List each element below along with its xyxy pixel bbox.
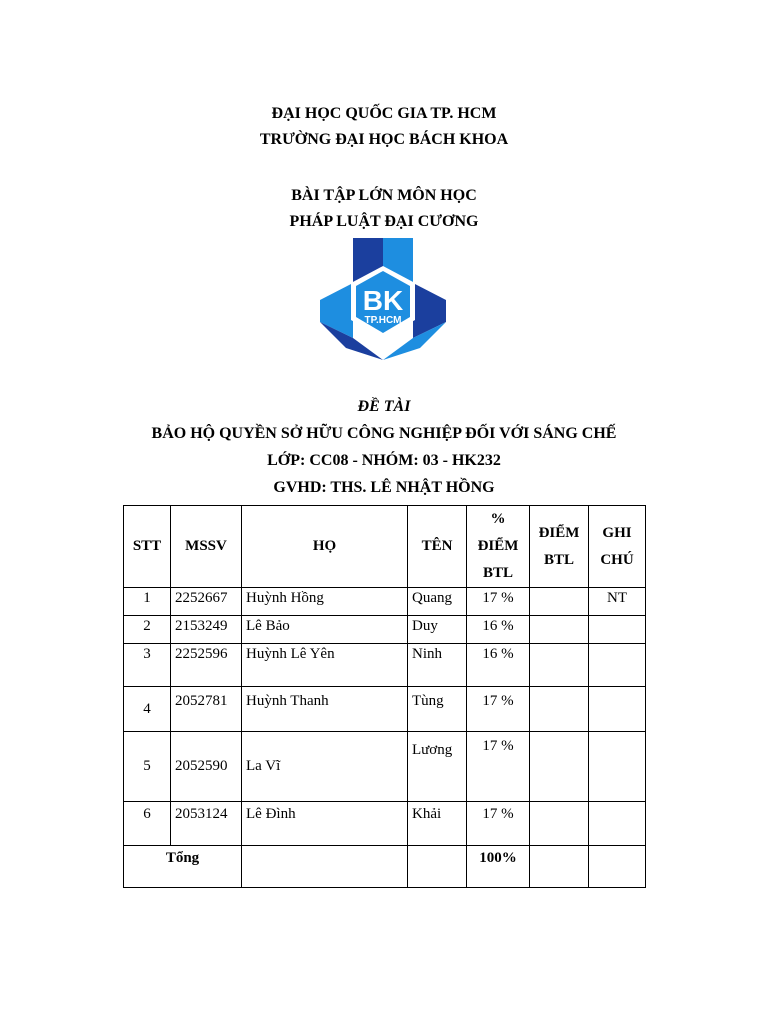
header-stt: STT: [124, 506, 171, 588]
row-mssv: 2252667: [171, 588, 242, 616]
header-diem-line2: BTL: [543, 551, 574, 568]
header-pct-line3: BTL: [482, 565, 513, 581]
member-table: [123, 505, 646, 888]
row-note: [589, 616, 646, 644]
row-stt: 1: [124, 588, 171, 616]
row-pct: 17 %: [467, 588, 530, 616]
row-stt: 5: [124, 732, 171, 802]
header-ghichu-line2: CHÚ: [600, 551, 634, 568]
table-row: [124, 644, 646, 687]
header-mssv: MSSV: [171, 506, 242, 588]
header-pct: [467, 506, 530, 588]
header-ghichu-line1: GHI: [602, 524, 632, 541]
row-stt: 4: [124, 687, 171, 732]
header-diem-line1: ĐIỂM: [538, 524, 580, 541]
row-note: NT: [589, 588, 646, 616]
row-diem: [530, 588, 589, 616]
logo-text-bk: BK: [362, 285, 404, 316]
total-empty-ho: [242, 846, 408, 888]
assignment-title: BÀI TẬP LỚN MÔN HỌC: [291, 187, 477, 204]
row-stt: 3: [124, 644, 171, 687]
topic-label: ĐỀ TÀI: [357, 398, 411, 415]
topic-title: BẢO HỘ QUYỀN SỞ HỮU CÔNG NGHIỆP ĐỐI VỚI SÁNG CHẾ: [151, 425, 617, 442]
total-empty-ten: [408, 846, 467, 888]
row-pct: 16 %: [467, 644, 530, 687]
total-pct: 100%: [467, 846, 530, 888]
table-row: [124, 687, 646, 732]
table-header-row: [124, 506, 646, 588]
row-diem: [530, 644, 589, 687]
row-ho: Huỳnh Lê Yên: [242, 644, 408, 687]
row-stt: 2: [124, 616, 171, 644]
row-ten: Lương: [408, 732, 467, 802]
row-ten: Duy: [408, 616, 467, 644]
total-label: Tổng: [124, 846, 242, 888]
header-ghichu: [589, 506, 646, 588]
table-row: [124, 616, 646, 644]
class-info: LỚP: CC08 - NHÓM: 03 - HK232: [267, 452, 501, 469]
table-row: [124, 732, 646, 802]
header-pct-line1: %: [490, 511, 506, 527]
row-pct: 17 %: [467, 687, 530, 732]
table-total-row: [124, 846, 646, 888]
row-ten: Tùng: [408, 687, 467, 732]
row-ten: Ninh: [408, 644, 467, 687]
row-ho: Huỳnh Thanh: [242, 687, 408, 732]
row-pct: 16 %: [467, 616, 530, 644]
row-mssv: 2052781: [171, 687, 242, 732]
row-note: [589, 687, 646, 732]
row-note: [589, 644, 646, 687]
table-row: [124, 588, 646, 616]
header-diem: [530, 506, 589, 588]
row-ho: La Vĩ: [242, 732, 408, 802]
row-diem: [530, 802, 589, 846]
school-name: TRƯỜNG ĐẠI HỌC BÁCH KHOA: [259, 131, 509, 148]
row-diem: [530, 687, 589, 732]
header-ten: TÊN: [408, 506, 467, 588]
row-stt: 6: [124, 802, 171, 846]
row-pct: 17 %: [467, 802, 530, 846]
row-pct: 17 %: [467, 732, 530, 802]
row-ho: Huỳnh Hồng: [242, 588, 408, 616]
table-row: [124, 802, 646, 846]
total-empty-note: [589, 846, 646, 888]
course-name: PHÁP LUẬT ĐẠI CƯƠNG: [289, 213, 479, 230]
row-diem: [530, 616, 589, 644]
logo-text-sub: TP.HCM: [364, 315, 402, 326]
row-diem: [530, 732, 589, 802]
row-ten: Quang: [408, 588, 467, 616]
total-empty-diem: [530, 846, 589, 888]
row-ho: Lê Đình: [242, 802, 408, 846]
advisor: GVHD: THS. LÊ NHẬT HỒNG: [273, 479, 495, 496]
bk-logo: [316, 238, 450, 360]
header-pct-line2: ĐIỂM: [477, 538, 519, 554]
row-note: [589, 732, 646, 802]
row-mssv: 2252596: [171, 644, 242, 687]
row-mssv: 2153249: [171, 616, 242, 644]
row-ho: Lê Bảo: [242, 616, 408, 644]
row-mssv: 2053124: [171, 802, 242, 846]
row-mssv: 2052590: [171, 732, 242, 802]
row-note: [589, 802, 646, 846]
header-ho: HỌ: [242, 506, 408, 588]
row-ten: Khải: [408, 802, 467, 846]
university-name: ĐẠI HỌC QUỐC GIA TP. HCM: [271, 105, 497, 122]
